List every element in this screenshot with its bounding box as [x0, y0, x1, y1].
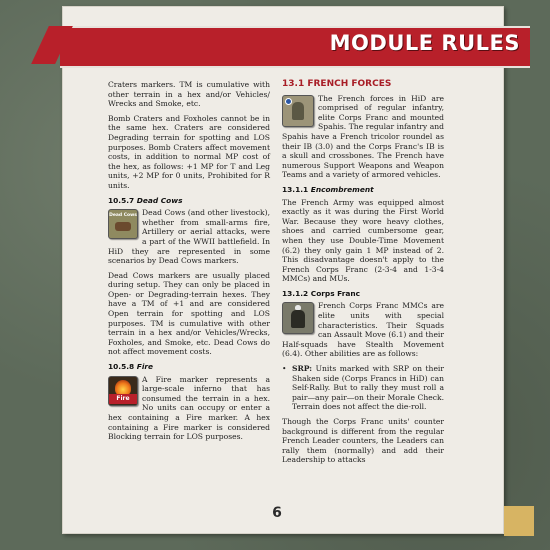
page-number: 6 — [272, 505, 282, 521]
roundel-icon — [285, 98, 292, 105]
section-number: 13.1.1 — [282, 184, 309, 194]
paragraph: A Fire marker represents a large-scale inferno that has consumed the terrain in a hex. No units can occupy or enter a hex containing a Fire marker. A hex containing a Fire marker is considered Blocking terrain for LOS purposes. — [108, 374, 270, 442]
list-item-body: Units marked with SRP on their Shaken side (Corps Francs in HiD) can Self-Rally. But to rally they must roll a pair—any pair—on their Morale Check. Terrain does not affect the die-roll. — [292, 364, 444, 412]
dead-cows-counter-image — [108, 209, 138, 239]
section-title: Dead Cows — [136, 195, 183, 205]
soldier-icon — [292, 102, 304, 120]
section-heading-fire — [108, 362, 270, 372]
fire-counter-image — [108, 376, 138, 406]
corner-decoration — [504, 506, 534, 536]
list-item — [282, 364, 444, 412]
cow-icon — [115, 222, 131, 231]
paragraph: Bomb Craters and Foxholes cannot be in the same hex. Craters are considered Degrading terrain for spotting and LOS purposes. Bomb Craters affect movement costs, in addition to normal MP cost of the hex, as follows: +1 MP for T and Leg units, +2 MP for 0 units, Prohibited for R units. — [108, 113, 270, 190]
section-title: Encombrement — [310, 184, 374, 194]
section-heading-corps-franc — [282, 289, 444, 299]
paragraph: Dead Cows markers are usually placed during setup. They can only be placed in Open- or Degrading-terrain hexes. They have a TM of +1 and are considered Open terrain for spotting and LOS purposes. TM is cumulative with other terrain in a hex and/or Vehicles/Wrecks, Foxholes, and Smoke, etc. Dead Cows do not affect movement costs. — [108, 270, 270, 357]
paragraph: Dead Cows (and other livestock), whether from small-arms fire, Artillery or aerial attacks, were a part of the WWII battlefield. In HiD they are represented in some scenarios by Dead Cows markers. — [108, 208, 270, 266]
section-number: 13.1.2 — [282, 288, 309, 298]
counter-label: Dead Cows — [109, 213, 137, 219]
list-item-text — [292, 364, 444, 412]
section-title: Corps Franc — [310, 288, 361, 298]
left-column — [108, 80, 270, 447]
section-number: 10.5.8 — [108, 362, 135, 372]
list-item-lead: SRP: — [292, 364, 313, 374]
page-title: MODULE RULES — [329, 31, 520, 55]
header-banner — [60, 26, 530, 68]
section-title-french-forces: 13.1 FRENCH FORCES — [282, 79, 392, 89]
corps-franc-counter-image — [282, 302, 314, 334]
section-title: Fire — [136, 362, 154, 372]
bullet-icon: • — [282, 364, 287, 374]
right-column — [282, 80, 444, 470]
section-number: 10.5.7 — [108, 195, 135, 205]
paragraph: Though the Corps Franc units' counter background is different from the regular French Leader counters, the Leaders can rally them (normally) and add their Leadership to attacks — [282, 417, 444, 465]
french-infantry-counter-image — [282, 95, 314, 127]
soldier-icon — [291, 310, 305, 328]
paragraph: The French forces in HiD are comprised of regular infantry, elite Corps Franc and mounted Spahis. The regular infantry and Spahis have a French tricolor roundel as their IB (3.0) and the Corps Franc's IB is a skull and crossbones. The French have numerous Support Weapons and Weapon Teams and a variety of armored vehicles. — [282, 93, 444, 180]
paragraph: Craters markers. TM is cumulative with other terrain in a hex and/or Vehicles/ Wrecks and Smoke, etc. — [108, 80, 270, 109]
paragraph: The French Army was equipped almost exactly as it was during the First World War. Because they wore heavy clothes, shoes and carried cumbersome gear, when they use Double-Time Movement (6.2) they only gain 1 MP instead of 2. This disadvantage doesn't apply to the French Corps Franc (2-3-4 and 1-3-4 MMCs) and MUs. — [282, 197, 444, 284]
paragraph: French Corps Franc MMCs are elite units with special characteristics. Their Squads can Assault Move (6.1) and their Half-squads have Stealth Movement (6.4). Other abilities are as follows: — [282, 301, 444, 359]
counter-label: Fire — [109, 394, 137, 404]
section-heading-dead-cows — [108, 196, 270, 206]
section-heading-encombrement — [282, 185, 444, 195]
